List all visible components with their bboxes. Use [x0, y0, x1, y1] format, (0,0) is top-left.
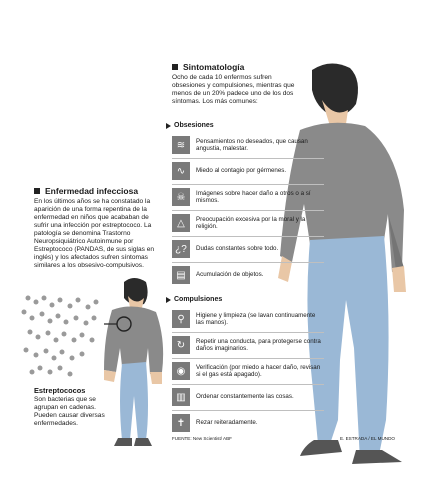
obsesion-item-6 [172, 266, 322, 284]
eye-check-icon: ◉ [172, 362, 190, 380]
obsesion-item-1 [172, 136, 322, 154]
enfermedad-title-text: Enfermedad infecciosa [45, 186, 139, 196]
boy-illustration [104, 278, 163, 446]
eye-triangle-icon: △ [172, 214, 190, 232]
compulsiones-heading-text: Compulsiones [174, 296, 223, 303]
enfermedad-title [34, 186, 138, 196]
question-marks-icon: ¿? [172, 240, 190, 258]
compulsion-item-2 [172, 336, 322, 354]
divider [172, 184, 324, 185]
obsesion-text-6: Acumulación de objetos. [196, 271, 264, 279]
brain-pattern-icon: ≋ [172, 136, 190, 154]
divider [172, 410, 324, 411]
compulsion-text-1: Higiene y limpieza (se lavan continuamente las manos). [196, 311, 316, 326]
wave-icon: ∿ [172, 162, 190, 180]
bacteria-cluster-illustration [22, 296, 99, 377]
compulsion-text-4: Ordenar constantemente las cosas. [196, 393, 294, 401]
triangle-bullet-icon [166, 297, 171, 303]
danger-icon: ☠ [172, 188, 190, 206]
compulsion-text-2: Repetir una conducta, para protegerse contra daños imaginarios. [196, 337, 321, 352]
divider [172, 262, 324, 263]
sintomatologia-title-text: Sintomatología [183, 62, 245, 72]
obsesion-item-3 [172, 188, 322, 206]
compulsiones-heading [166, 296, 222, 303]
faucet-icon: ⚲ [172, 310, 190, 328]
triangle-bullet-icon [166, 123, 171, 129]
section-square-icon [34, 188, 40, 194]
sintomatologia-title [172, 62, 244, 72]
divider [172, 332, 324, 333]
section-square-icon [172, 64, 178, 70]
obsesion-item-2 [172, 162, 322, 180]
divider [172, 236, 324, 237]
stacked-objects-icon: ▤ [172, 266, 190, 284]
compulsion-text-5: Rezar reiteradamente. [196, 419, 258, 427]
divider [172, 210, 324, 211]
obsesion-item-5 [172, 240, 322, 258]
obsesion-text-2: Miedo al contagio por gérmenes. [196, 167, 287, 175]
obsesion-text-5: Dudas constantes sobre todo. [196, 245, 279, 253]
obsesiones-heading-text: Obsesiones [174, 122, 214, 129]
obsesion-text-4: Preocupación excesiva por la moral y la religión. [196, 215, 306, 230]
divider [172, 158, 324, 159]
compulsion-item-4 [172, 388, 322, 406]
obsesion-item-4 [172, 214, 322, 232]
obsesion-text-1: Pensamientos no deseados, que causan angustia, malestar. [196, 137, 308, 152]
estreptococos-text: Son bacterias que se agrupan en cadenas. Pueden causar diversas enfermedades. [34, 396, 105, 427]
enfermedad-text: En los últimos años se ha constatado la aparición de una forma repentina de la enfermedad en niños que acababan de sufrir una infección por estreptococo. La patología se denomina Trastorno Neuropsiquiátrico Autoinmune por Estreptococo (PANDAS, de sus siglas en inglés) y los afectados sufren síntomas similares a los obsesivo-compulsivos. [34, 198, 155, 269]
prayer-icon: ✝ [172, 414, 190, 432]
ordered-bars-icon: ▥ [172, 388, 190, 406]
obsesion-text-3: Imágenes sobre hacer daño a otros o a sí mismos. [196, 189, 311, 204]
divider [172, 358, 324, 359]
repeat-icon: ↻ [172, 336, 190, 354]
source-credit: FUENTE: New Scientist/ ABF [172, 436, 232, 441]
compulsion-item-3 [172, 362, 322, 380]
sintomatologia-intro: Ocho de cada 10 enfermos sufren obsesiones y compulsiones, mientras que menos de un 20% padece uno de los dos síntomas. Los más comunes: [172, 74, 295, 105]
estreptococos-title: Estreptococos [34, 386, 86, 395]
obsesiones-heading [166, 122, 214, 129]
author-credit: E. ESTRADA / EL MUNDO [340, 436, 395, 441]
divider [172, 384, 324, 385]
compulsion-item-5 [172, 414, 322, 432]
compulsion-item-1 [172, 310, 322, 328]
compulsion-text-3: Verificación (por miedo a hacer daño, revisan si el gas está apagado). [196, 363, 321, 378]
